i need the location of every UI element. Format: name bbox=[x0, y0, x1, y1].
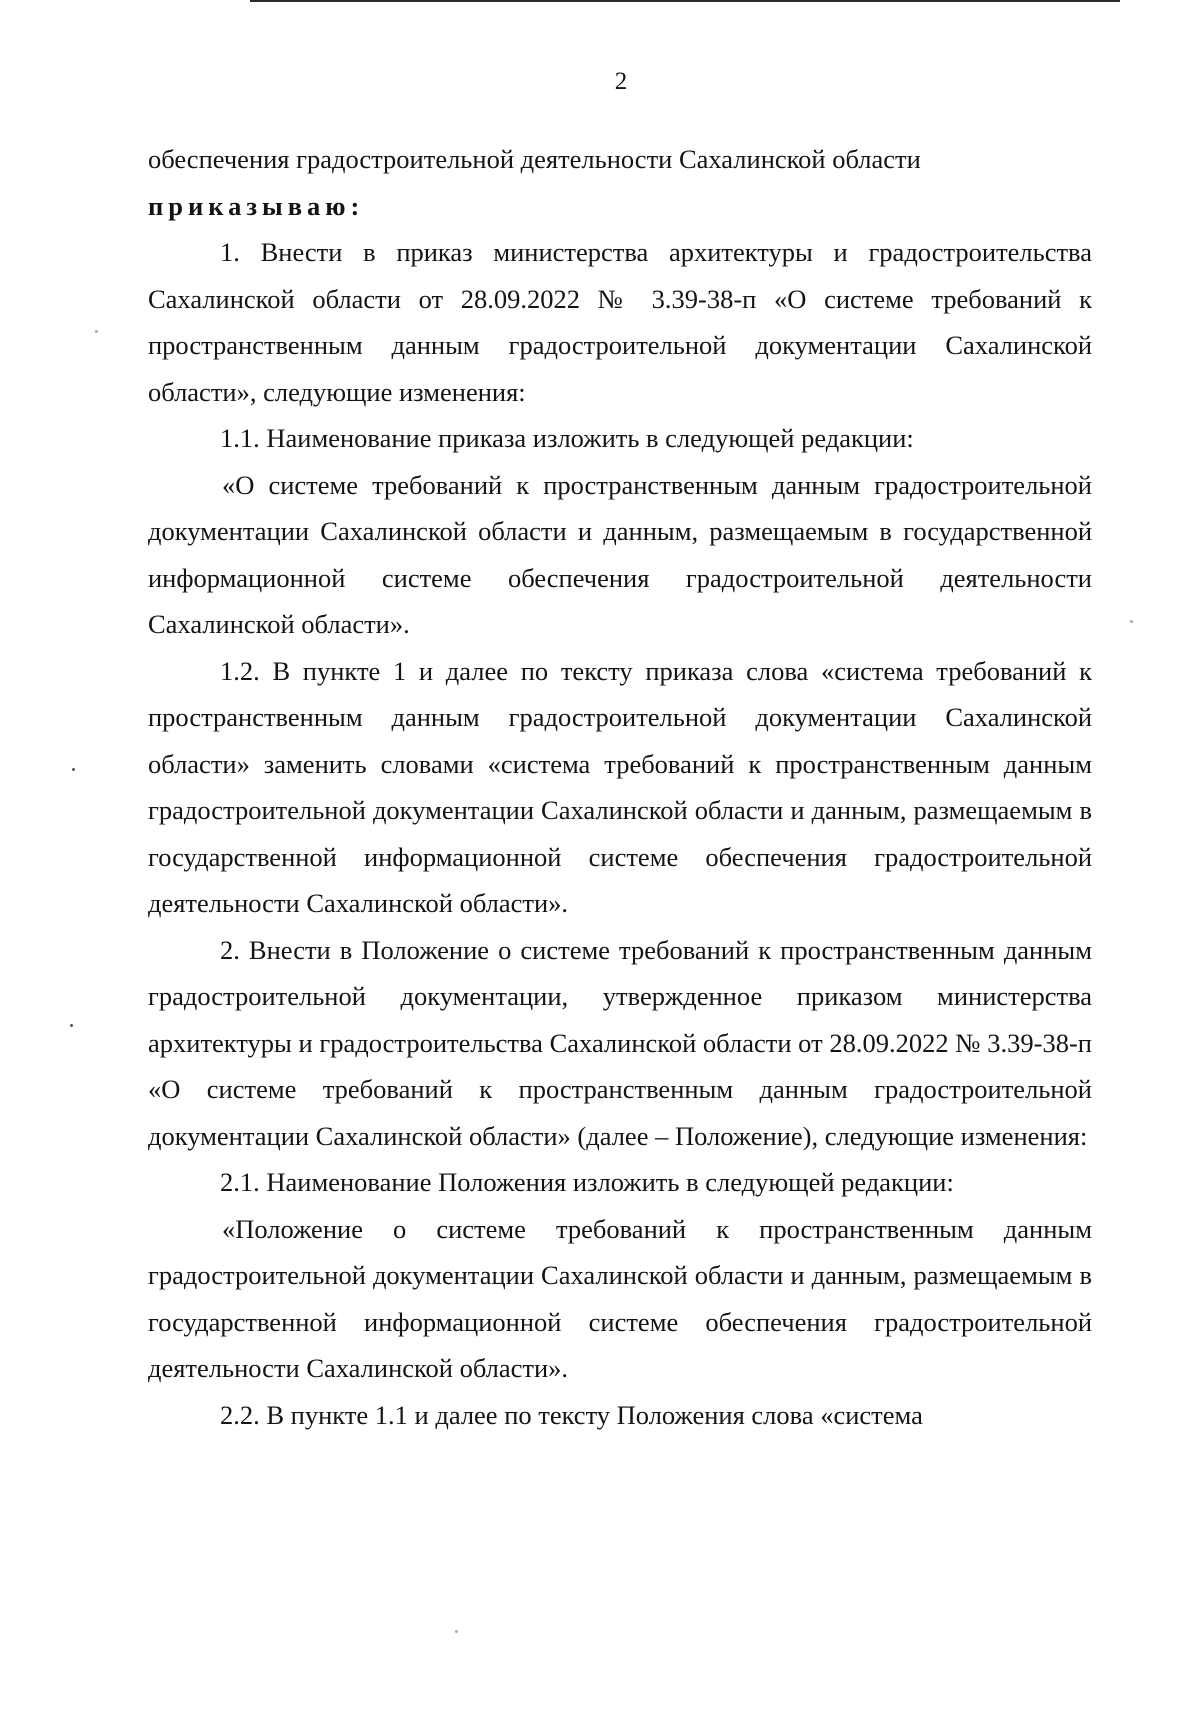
paragraph-item-2: 2. Внести в Положение о системе требований к пространственным данным градостроительной документации, утвержденное приказом министерства архитектуры и градостроительства Сахалинской области от 28.09.2022 № 3.39-38-п «О системе требований к пространственным данным градостроительной документации Сахалинской области» (далее – Положение), следующие изменения: bbox=[148, 934, 1092, 1151]
scan-speck bbox=[72, 768, 75, 771]
paragraph-continuation: обеспечения градостроительной деятельности Сахалинской области bbox=[148, 144, 921, 174]
scan-speck bbox=[455, 1630, 458, 1633]
top-edge-rule bbox=[250, 0, 1120, 2]
order-word-paragraph bbox=[148, 183, 1092, 230]
scan-speck bbox=[1130, 620, 1133, 623]
paragraph-item-1-2: 1.2. В пункте 1 и далее по тексту приказа слова «система требований к пространственным данным градостроительной документации Сахалинской области» заменить словами «система требований к пространственным данным градостроительной документации Сахалинской области и данным, размещаемым в государственной информационной системе обеспечения градостроительной деятельности Сахалинской области». bbox=[148, 655, 1092, 918]
scan-speck bbox=[95, 330, 98, 333]
document-body bbox=[148, 136, 1092, 1438]
scan-speck bbox=[70, 1024, 73, 1027]
page-number: 2 bbox=[614, 68, 628, 95]
paragraph-item-1-1-quote: «О системе требований к пространственным данным градостроительной документации Сахалинской области и данным, размещаемым в государственной информационной системе обеспечения градостроительной деятельности Сахалинской области». bbox=[148, 469, 1092, 639]
paragraph-item-1: 1. Внести в приказ министерства архитектуры и градостроительства Сахалинской области от 28.09.2022 № 3.39-38-п «О системе требований к пространственным данным градостроительной документации Сахалинской области», следующие изменения: bbox=[148, 237, 1092, 407]
order-word: приказываю: bbox=[148, 190, 365, 221]
paragraph-item-2-1-quote: «Положение о системе требований к пространственным данным градостроительной документации Сахалинской области и данным, размещаемым в государственной информационной системе обеспечения градостроительной деятельности Сахалинской области». bbox=[148, 1213, 1092, 1383]
paragraph-item-1-1: 1.1. Наименование приказа изложить в следующей редакции: bbox=[220, 423, 914, 453]
paragraph-item-2-1: 2.1. Наименование Положения изложить в следующей редакции: bbox=[220, 1167, 954, 1197]
paragraph-item-2-2: 2.2. В пункте 1.1 и далее по тексту Положения слова «система bbox=[220, 1399, 923, 1430]
